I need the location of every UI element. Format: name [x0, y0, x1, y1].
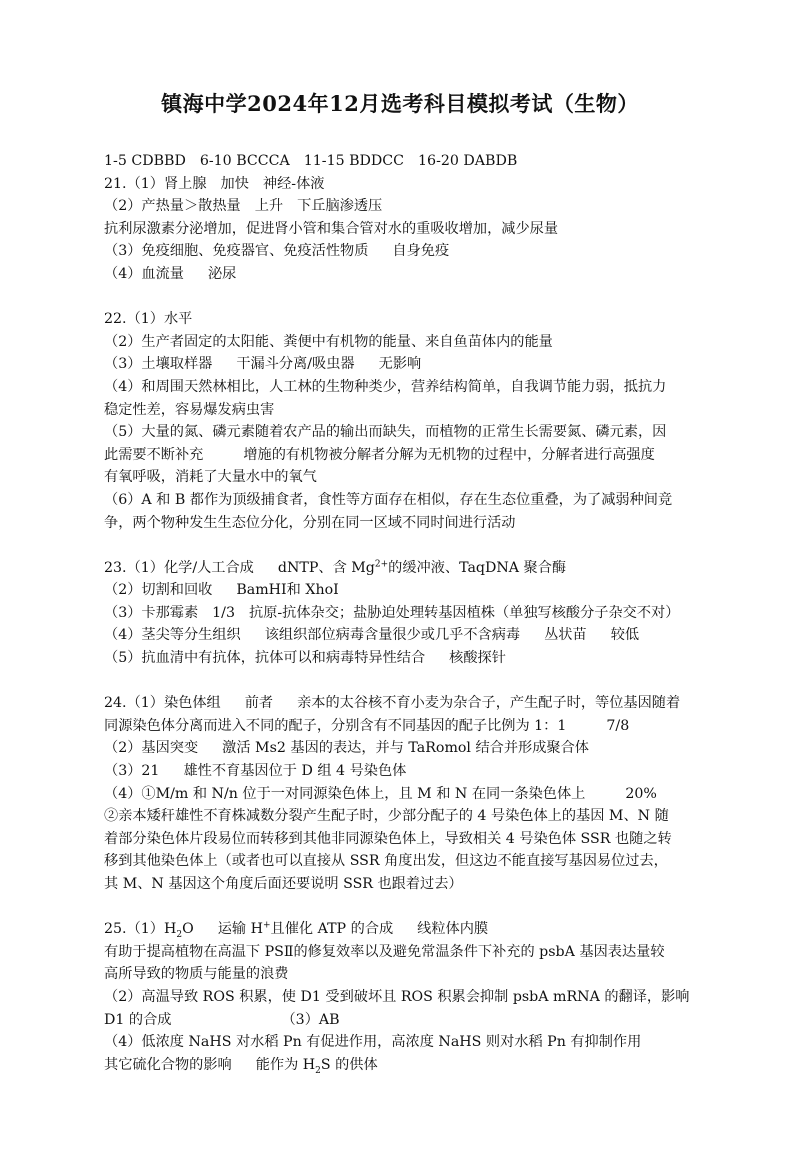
q24-text: 20%	[625, 785, 657, 802]
q23-text: 23.（1）化学/人工合成	[104, 559, 254, 576]
q25-subscript: 2	[315, 1065, 321, 1076]
q22-line-4: （4）和周围天然林相比，人工林的生物种类少，营养结构简单，自我调节能力弱，抵抗力	[104, 378, 667, 395]
q22-line-7	[104, 444, 704, 467]
q24-line-6: ②亲本矮秆雄性不育株减数分裂产生配子时，少部分配子的 4 号染色体上的基因 M、N 随	[104, 808, 669, 825]
q22-text: 干漏斗分离/吸虫器	[236, 356, 355, 373]
q24-text: （3）21	[104, 763, 160, 780]
q25-text: 25.（1）H	[104, 921, 177, 938]
q23-superscript: 2+	[374, 558, 389, 569]
q25-text: 且催化 ATP 的合成	[270, 921, 394, 938]
q23-text: （3）卡那霉素	[104, 604, 199, 621]
q22-line-10: 争，两个物种发生生态位分化，分别在同一区域不同时间进行活动	[104, 514, 516, 531]
q21-line-5	[104, 263, 704, 286]
q22-line-5: 稳定性差，容易爆发病虫害	[104, 401, 275, 418]
q25-line-6: （4）低浓度 NaHS 对水稻 Pn 有促进作用，高浓度 NaHS 则对水稻 Pn 有抑制作用	[104, 1034, 642, 1051]
q25-line-5	[104, 1009, 704, 1032]
q22-line-1: 22.（1）水平	[104, 311, 193, 328]
q24-line-2	[104, 715, 704, 738]
q21-text: 加快	[220, 175, 249, 192]
q23-line-3	[104, 602, 704, 625]
q24-line-8: 移到其他染色体上（或者也可以直接从 SSR 角度出发，但这边不能直接写基因易位过去，	[104, 853, 668, 870]
q23-text: 抗原-抗体杂交；盐胁迫处理转基因植株（单独写核酸分子杂交不对）	[249, 604, 680, 621]
q23-text: （4）茎尖等分生组织	[104, 627, 241, 644]
section-gap	[104, 670, 704, 693]
q23-text: 较低	[610, 627, 640, 644]
q24-line-9: 其 M、N 基因这个角度后面还要说明 SSR 也跟着过去）	[104, 876, 463, 892]
q24-line-4	[104, 760, 704, 783]
q25-text: 线粒体内膜	[417, 921, 489, 938]
q22-text: 此需要不断补充	[104, 446, 204, 463]
q25-text: 能作为 H	[255, 1056, 316, 1073]
section-gap	[104, 534, 704, 557]
q22-text: （3）土壤取样器	[104, 356, 213, 373]
q22-line-8: 有氧呼吸，消耗了大量水中的氧气	[104, 469, 317, 486]
q23-line-5	[104, 647, 704, 670]
mc-answer-group: 1-5 CDBBD	[104, 153, 186, 169]
q23-text: 丛状苗	[544, 627, 587, 644]
q24-text: 24.（1）染色体组	[104, 695, 221, 712]
q25-line-1	[104, 918, 704, 941]
q21-line-1	[104, 173, 704, 196]
q24-text: （2）基因突变	[104, 740, 199, 757]
q24-line-5	[104, 783, 704, 806]
mc-answer-group: 11-15 BDDCC	[303, 153, 405, 169]
q25-line-3: 高所导致的物质与能量的浪费	[104, 966, 289, 983]
q23-line-4	[104, 624, 704, 647]
q23-text: 1/3	[212, 604, 235, 621]
q25-text: （3）AB	[281, 1011, 340, 1028]
q25-line-4: （2）高温导致 ROS 积累，使 D1 受到破坏且 ROS 积累会抑制 psbA mRNA 的翻译，影响	[104, 988, 690, 1005]
q21-text: （3）免疫细胞、免疫器官、免疫活性物质	[104, 243, 369, 260]
q23-text: BamHⅠ和 XhoⅠ	[236, 582, 339, 599]
q25-text: S 的供体	[320, 1056, 378, 1073]
mc-answer-group: 6-10 BCCCA	[199, 153, 290, 169]
q22-line-6: （5）大量的氮、磷元素随着农产品的输出而缺失，而植物的正常生长需要氮、磷元素，因	[104, 424, 667, 441]
q23-line-2	[104, 579, 704, 602]
q22-line-2: （2）生产者固定的太阳能、粪便中有机物的能量、来自鱼苗体内的能量	[104, 333, 553, 350]
q22-text: 无影响	[378, 356, 422, 373]
q23-text: dNTP、含 Mg	[277, 559, 375, 576]
q21-text: 下丘脑渗透压	[297, 198, 383, 215]
q21-text: 神经-体液	[262, 175, 325, 192]
q24-text: 前者	[244, 695, 274, 712]
q23-text: （5）抗血清中有抗体，抗体可以和病毒特异性结合	[104, 650, 426, 667]
q25-text: 其它硫化合物的影响	[104, 1056, 232, 1073]
q24-text: 雄性不育基因位于 D 组 4 号染色体	[183, 763, 407, 780]
q25-superscript: +	[262, 920, 271, 931]
q25-text: D1 的合成	[104, 1011, 172, 1028]
q25-text: O	[182, 921, 194, 938]
q25-text: 运输 H	[217, 921, 263, 938]
q24-line-1	[104, 692, 704, 715]
q23-text: 该组织部位病毒含量很少或几乎不含病毒	[264, 627, 521, 644]
q21-text: 泌尿	[207, 265, 237, 282]
q24-line-7: 着部分染色体片段易位而转移到其他非同源染色体上，导致相关 4 号染色体 SSR 也随之转	[104, 830, 672, 847]
q24-line-3	[104, 737, 704, 760]
q24-text: （4）①M/m 和 N/n 位于一对同源染色体上，且 M 和 N 在同一条染色体上	[104, 785, 586, 802]
q23-line-1	[104, 557, 704, 580]
q21-line-3: 抗利尿激素分泌增加，促进肾小管和集合管对水的重吸收增加，减少尿量	[104, 220, 559, 237]
section-gap	[104, 896, 704, 919]
q24-text: 同源染色体分离而进入不同的配子，分别含有不同基因的配子比例为 1：1	[104, 717, 567, 734]
q21-text: （4）血流量	[104, 265, 184, 282]
q25-line-7	[104, 1054, 704, 1077]
q21-text: 上升	[254, 198, 284, 215]
q23-text: 核酸探针	[449, 650, 506, 667]
answer-body	[104, 150, 704, 1076]
q21-line-4	[104, 240, 704, 263]
q24-text: 7/8	[606, 717, 630, 734]
q22-line-9: （6）A 和 B 都作为顶级捕食者，食性等方面存在相似，存在生态位重叠，为了减弱种间竞	[104, 491, 673, 508]
q23-text: 的缓冲液、TaqDNA 聚合酶	[388, 559, 567, 576]
q24-text: 激活 Ms2 基因的表达，并与 TaRomol 结合并形成聚合体	[222, 740, 589, 757]
q25-line-2: 有助于提高植物在高温下 PSⅡ的修复效率以及避免常温条件下补充的 psbA 基因表达量较	[104, 943, 665, 960]
q24-text: 亲本的太谷核不育小麦为杂合子，产生配子时，等位基因随着	[297, 695, 681, 712]
page-title: 镇海中学2024年12月选考科目模拟考试（生物）	[161, 91, 639, 116]
mc-answers-line	[104, 150, 704, 173]
q22-text: 增施的有机物被分解者分解为无机物的过程中，分解者进行高强度	[243, 446, 655, 463]
q21-text: （2）产热量＞散热量	[104, 198, 241, 215]
q21-text: 21.（1）肾上腺	[104, 175, 207, 192]
mc-answer-group: 16-20 DABDB	[418, 153, 518, 169]
section-gap	[104, 286, 704, 309]
q21-text: 自身免疫	[392, 243, 450, 260]
q23-text: （2）切割和回收	[104, 582, 213, 599]
q25-subscript: 2	[176, 930, 183, 941]
q21-line-2	[104, 195, 704, 218]
q22-line-3	[104, 353, 704, 376]
